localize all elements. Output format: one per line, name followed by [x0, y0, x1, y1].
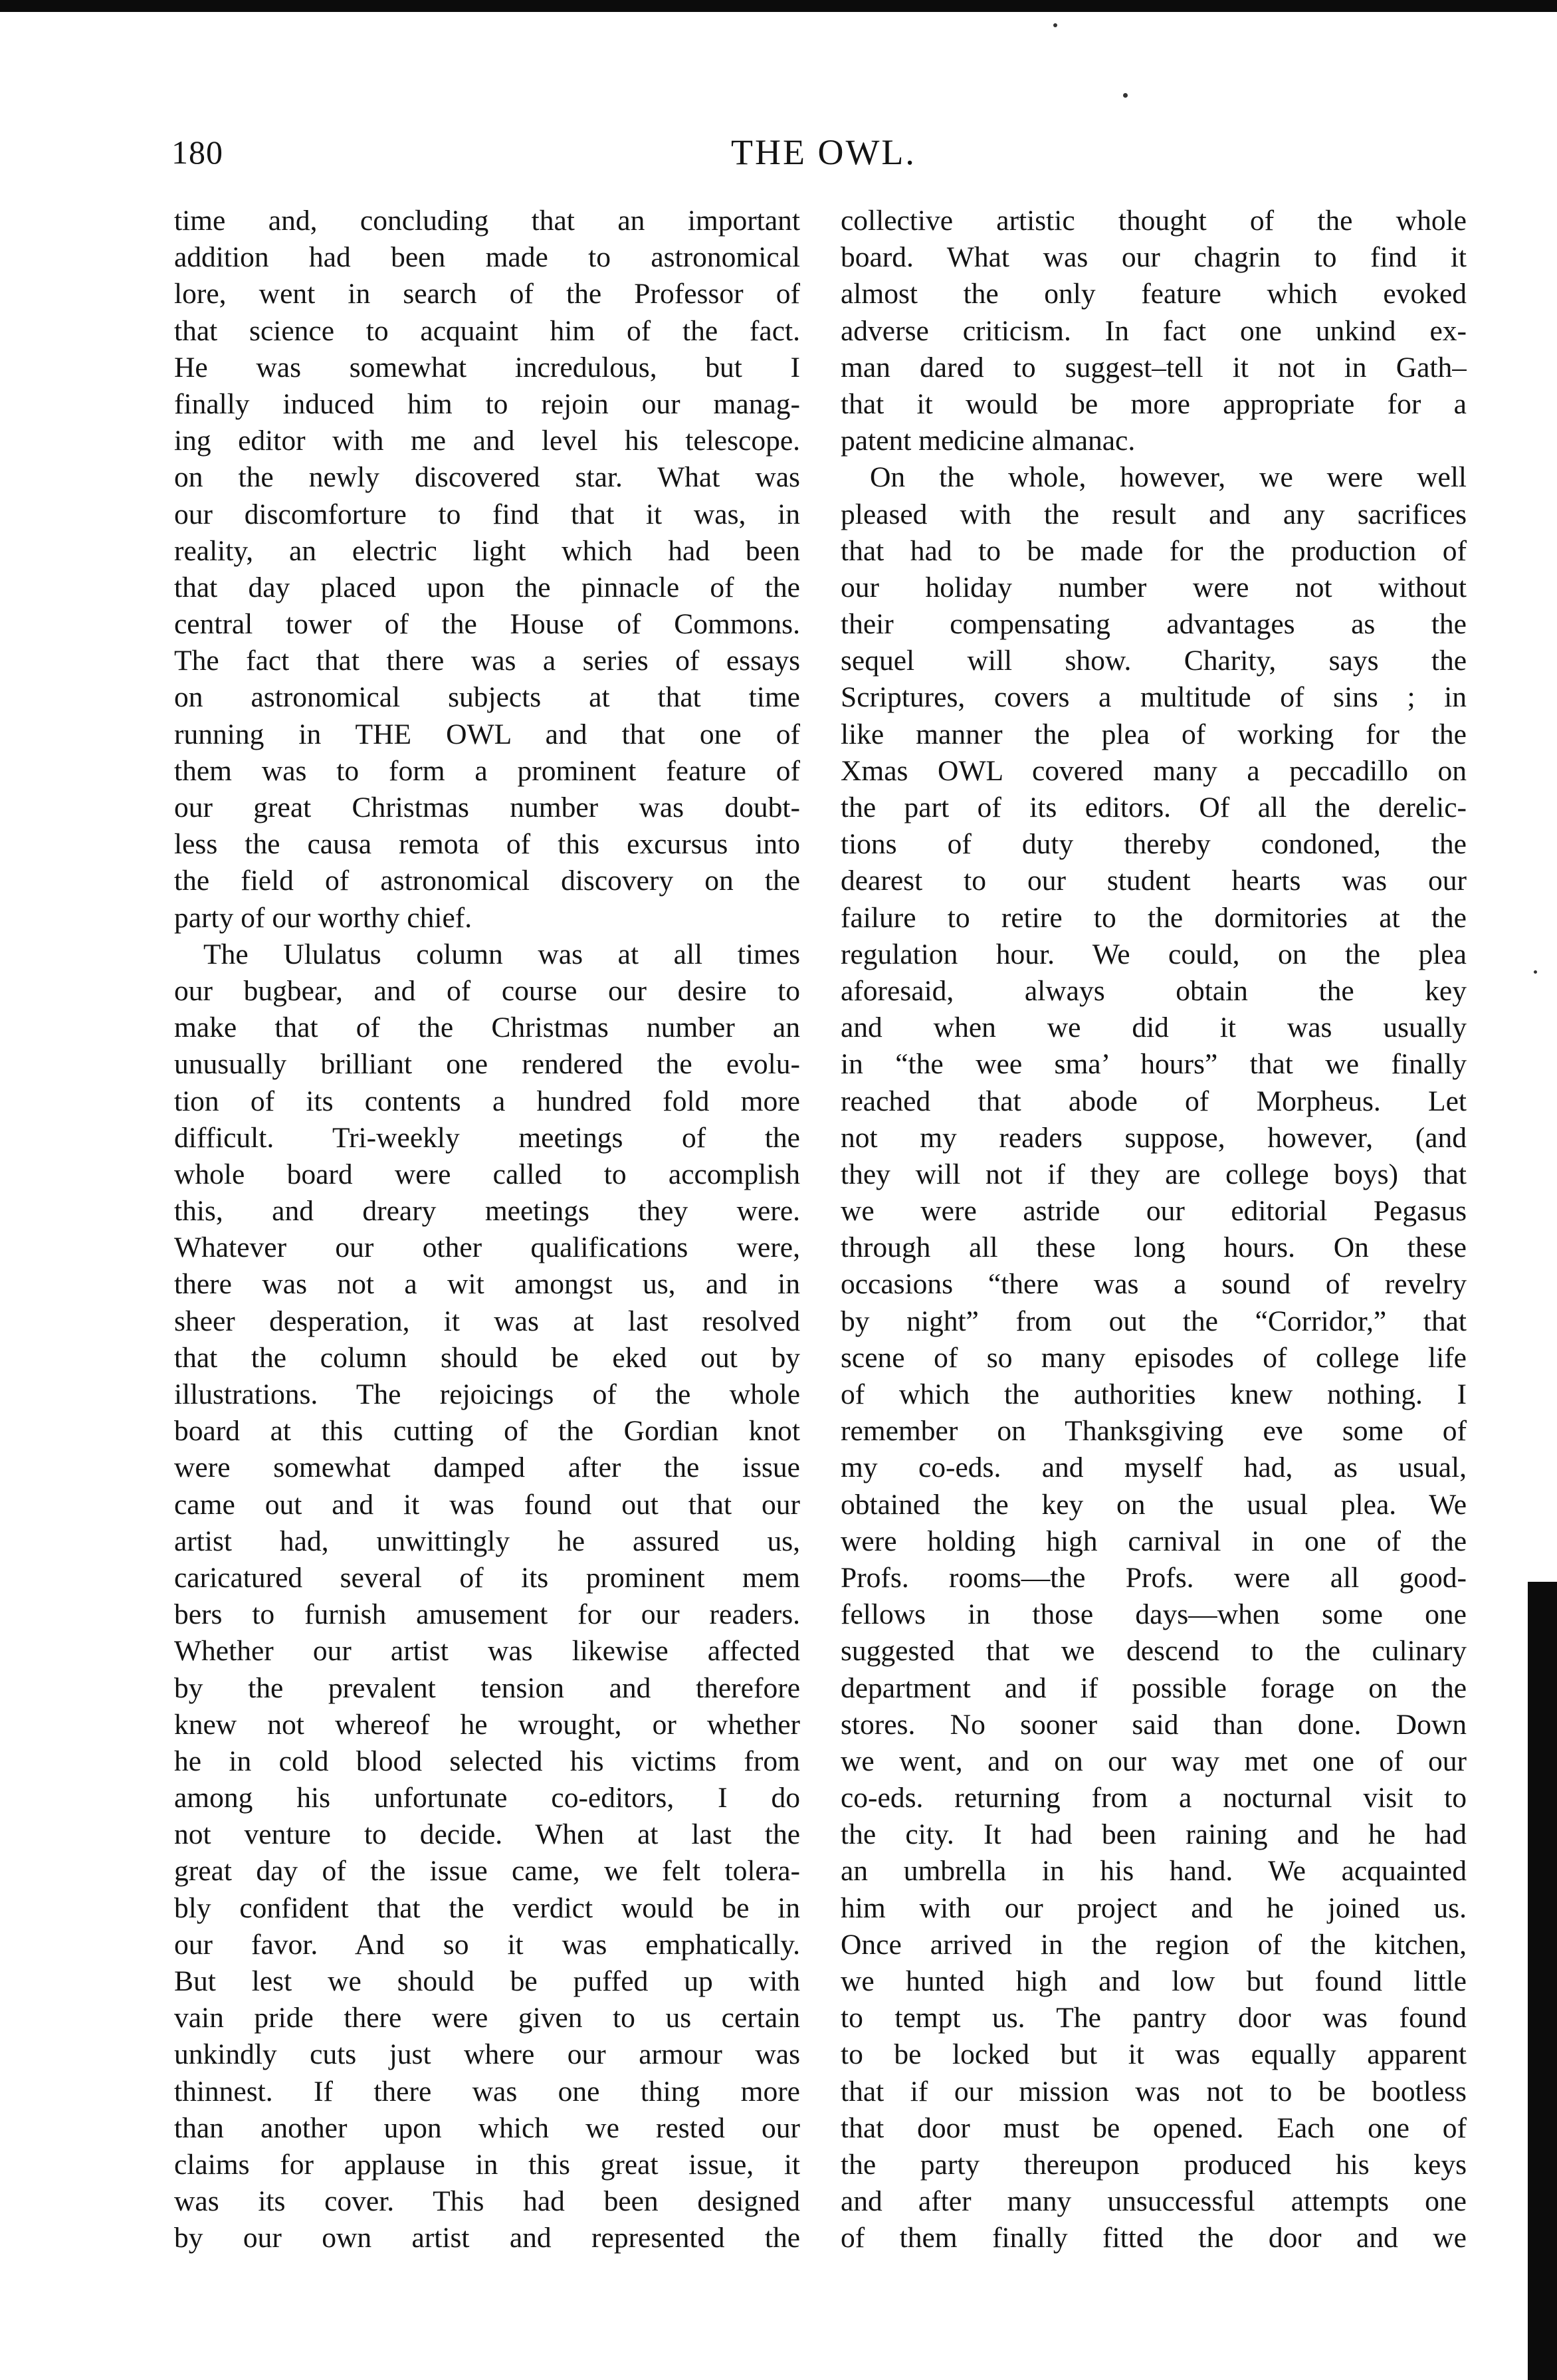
text-line: our favor. And so it was emphatically.	[174, 1928, 800, 1961]
text-line: department and if possible forage on the	[841, 1672, 1467, 1704]
text-line: man dared to suggest–tell it not in Gath–	[841, 351, 1467, 383]
text-line: not my readers suppose, however, (and	[841, 1121, 1467, 1154]
text-line: addition had been made to astronomical	[174, 241, 800, 274]
text-line: vain pride there were given to us certain	[174, 2002, 800, 2034]
text-line: we went, and on our way met one of our	[841, 1745, 1467, 1777]
text-line: like manner the plea of working for the	[841, 718, 1467, 750]
ink-speck	[1053, 23, 1057, 27]
text-line: aforesaid, always obtain the key	[841, 974, 1467, 1007]
text-line: The Ululatus column was at all times	[203, 938, 800, 970]
text-line: our great Christmas number was doubt-	[174, 792, 800, 823]
text-line: board. What was our chagrin to find it	[841, 241, 1467, 274]
text-line: regulation hour. We could, on the plea	[841, 938, 1467, 970]
text-line: reality, an electric light which had been	[174, 534, 800, 567]
text-line: Xmas OWL covered many a peccadillo on	[841, 754, 1467, 787]
text-line: obtained the key on the usual plea. We	[841, 1488, 1467, 1521]
text-line: co-eds. returning from a nocturnal visit to	[841, 1782, 1467, 1814]
text-line: than another upon which we rested our	[174, 2111, 800, 2144]
ink-speck	[1534, 970, 1537, 974]
text-line: fellows in those days—when some one	[841, 1598, 1467, 1631]
text-line: knew not whereof he wrought, or whether	[174, 1708, 800, 1741]
text-line: sheer desperation, it was at last resolved	[174, 1305, 800, 1337]
text-line: stores. No sooner said than done. Down	[841, 1708, 1467, 1741]
text-line: Scriptures, covers a multitude of sins ; in	[841, 681, 1467, 714]
text-line: ing editor with me and level his telescope.	[174, 425, 800, 457]
text-line: our discomforture to find that it was, in	[174, 498, 800, 530]
right-text-column	[841, 203, 1467, 2257]
text-line: that it would be more appropriate for a	[841, 387, 1467, 420]
top-border-rule	[0, 0, 1557, 12]
text-line: an umbrella in his hand. We acquainted	[841, 1855, 1467, 1888]
text-line: dearest to our student hearts was our	[841, 865, 1467, 897]
text-line: lore, went in search of the Professor of	[174, 278, 800, 310]
text-line: their compensating advantages as the	[841, 608, 1467, 641]
text-line: the city. It had been raining and he had	[841, 1818, 1467, 1851]
text-line: they will not if they are college boys) that	[841, 1158, 1467, 1190]
text-line: Whatever our other qualifications were,	[174, 1232, 800, 1264]
text-line: unkindly cuts just where our armour was	[174, 2038, 800, 2071]
text-line: of which the authorities knew nothing. I	[841, 1378, 1467, 1410]
text-line: unusually brilliant one rendered the evolu-	[174, 1048, 800, 1081]
text-line: by night” from out the “Corridor,” that	[841, 1305, 1467, 1337]
text-line: that science to acquaint him of the fact.	[174, 314, 800, 347]
text-line: less the causa remota of this excursus into	[174, 828, 800, 861]
text-line: central tower of the House of Commons.	[174, 608, 800, 641]
text-line: time and, concluding that an important	[174, 205, 800, 237]
right-edge-shadow	[1528, 1582, 1557, 2380]
text-line: caricatured several of its prominent mem	[174, 1561, 800, 1594]
text-line: to be locked but it was equally apparent	[841, 2038, 1467, 2071]
text-line: and when we did it was usually	[841, 1012, 1467, 1044]
text-line: that had to be made for the production of	[841, 534, 1467, 567]
text-line: thinnest. If there was one thing more	[174, 2075, 800, 2108]
text-line: him with our project and he joined us.	[841, 1892, 1467, 1924]
text-line: bers to furnish amusement for our readers.	[174, 1598, 800, 1631]
text-line: that if our mission was not to be bootless	[841, 2075, 1467, 2108]
text-line: On the whole, however, we were well	[870, 461, 1467, 494]
text-line: finally induced him to rejoin our manag-	[174, 387, 800, 420]
text-line: claims for applause in this great issue, it	[174, 2148, 800, 2181]
text-line: party of our worthy chief.	[174, 901, 472, 934]
text-line: to tempt us. The pantry door was found	[841, 2002, 1467, 2034]
text-line: he in cold blood selected his victims from	[174, 1745, 800, 1777]
text-line: artist had, unwittingly he assured us,	[174, 1525, 800, 1557]
text-line: Whether our artist was likewise affected	[174, 1635, 800, 1668]
text-line: whole board were called to accomplish	[174, 1158, 800, 1190]
text-line: But lest we should be puffed up with	[174, 1965, 800, 1997]
text-line: our bugbear, and of course our desire to	[174, 974, 800, 1007]
left-text-column	[174, 203, 800, 2257]
text-line: our holiday number were not without	[841, 571, 1467, 603]
text-line: were holding high carnival in one of the	[841, 1525, 1467, 1557]
text-line: Once arrived in the region of the kitchen,	[841, 1928, 1467, 1961]
text-line: sequel will show. Charity, says the	[841, 645, 1467, 677]
text-line: through all these long hours. On these	[841, 1232, 1467, 1264]
text-line: not venture to decide. When at last the	[174, 1818, 800, 1851]
text-line: this, and dreary meetings they were.	[174, 1195, 800, 1228]
text-line: suggested that we descend to the culinary	[841, 1635, 1467, 1668]
text-line: among his unfortunate co-editors, I do	[174, 1782, 800, 1814]
text-line: almost the only feature which evoked	[841, 278, 1467, 310]
text-line: failure to retire to the dormitories at the	[841, 901, 1467, 934]
running-head: THE OWL.	[731, 132, 916, 172]
text-line: He was somewhat incredulous, but I	[174, 351, 800, 383]
text-line: that day placed upon the pinnacle of the	[174, 571, 800, 603]
text-line: of them finally fitted the door and we	[841, 2222, 1467, 2254]
text-line: tion of its contents a hundred fold more	[174, 1085, 800, 1117]
text-line: occasions “there was a sound of revelry	[841, 1268, 1467, 1301]
text-line: the party thereupon produced his keys	[841, 2148, 1467, 2181]
text-line: pleased with the result and any sacrifices	[841, 498, 1467, 530]
text-line: illustrations. The rejoicings of the whole	[174, 1378, 800, 1410]
text-line: on the newly discovered star. What was	[174, 461, 800, 494]
text-line: adverse criticism. In fact one unkind ex-	[841, 314, 1467, 347]
text-line: bly confident that the verdict would be in	[174, 1892, 800, 1924]
text-line: by the prevalent tension and therefore	[174, 1672, 800, 1704]
text-line: by our own artist and represented the	[174, 2222, 800, 2254]
text-line: was its cover. This had been designed	[174, 2185, 800, 2218]
text-line: on astronomical subjects at that time	[174, 681, 800, 714]
text-line: great day of the issue came, we felt tolera-	[174, 1855, 800, 1888]
text-line: The fact that there was a series of essays	[174, 645, 800, 677]
text-line: patent medicine almanac.	[841, 425, 1136, 457]
text-line: reached that abode of Morpheus. Let	[841, 1085, 1467, 1117]
text-line: we were astride our editorial Pegasus	[841, 1195, 1467, 1228]
text-line: them was to form a prominent feature of	[174, 754, 800, 787]
text-line: we hunted high and low but found little	[841, 1965, 1467, 1997]
text-line: difficult. Tri-weekly meetings of the	[174, 1121, 800, 1154]
text-line: remember on Thanksgiving eve some of	[841, 1415, 1467, 1448]
text-line: my co-eds. and myself had, as usual,	[841, 1452, 1467, 1484]
text-line: the part of its editors. Of all the derelic-	[841, 792, 1467, 823]
text-line: collective artistic thought of the whole	[841, 205, 1467, 237]
text-line: the field of astronomical discovery on the	[174, 865, 800, 897]
ink-speck	[1123, 93, 1128, 98]
text-line: in “the wee sma’ hours” that we finally	[841, 1048, 1467, 1081]
text-line: came out and it was found out that our	[174, 1488, 800, 1521]
text-line: Profs. rooms—the Profs. were all good-	[841, 1561, 1467, 1594]
text-line: were somewhat damped after the issue	[174, 1452, 800, 1484]
text-line: board at this cutting of the Gordian knot	[174, 1415, 800, 1448]
text-line: tions of duty thereby condoned, the	[841, 828, 1467, 861]
text-line: running in THE OWL and that one of	[174, 718, 800, 750]
text-line: make that of the Christmas number an	[174, 1012, 800, 1044]
text-line: scene of so many episodes of college life	[841, 1341, 1467, 1374]
text-line: and after many unsuccessful attempts one	[841, 2185, 1467, 2218]
text-line: that the column should be eked out by	[174, 1341, 800, 1374]
page-number: 180	[171, 134, 223, 171]
text-line: there was not a wit amongst us, and in	[174, 1268, 800, 1301]
text-line: that door must be opened. Each one of	[841, 2111, 1467, 2144]
